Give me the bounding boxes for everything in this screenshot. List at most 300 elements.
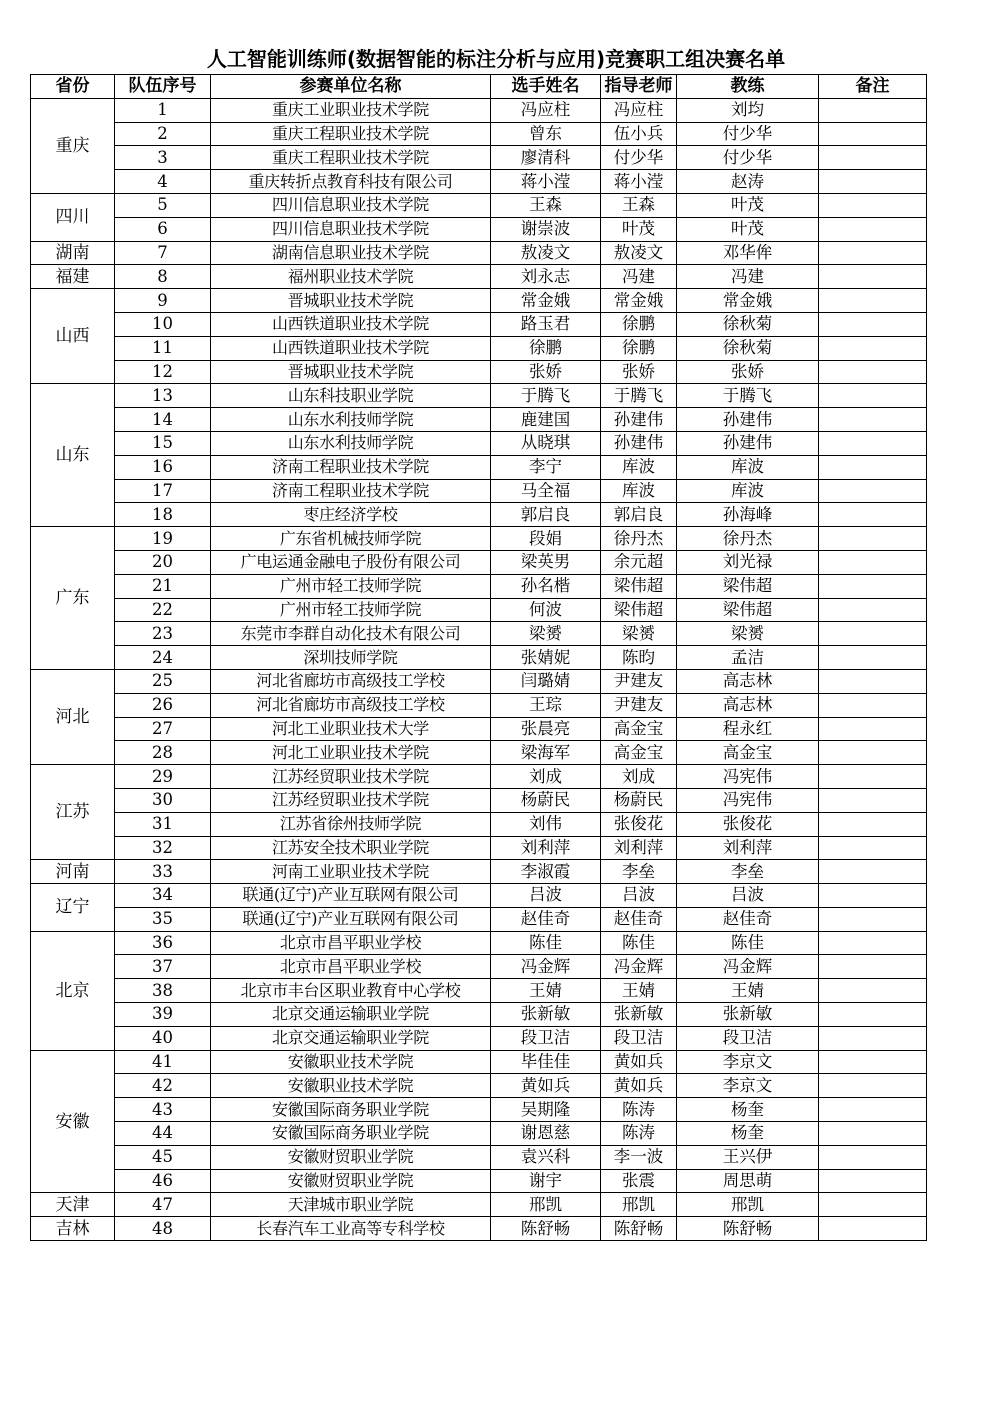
table-row — [31, 646, 927, 670]
unit-name-cell: 湖南信息职业技术学院 — [211, 241, 491, 265]
team-number-cell: 26 — [115, 693, 211, 717]
province-cell: 重庆 — [31, 98, 115, 193]
team-number-cell: 43 — [115, 1098, 211, 1122]
contestant-name-cell: 梁英男 — [491, 550, 601, 574]
coach-name-cell: 孙建伟 — [677, 408, 819, 432]
coach-name-cell: 高志林 — [677, 693, 819, 717]
remarks-cell — [819, 884, 927, 908]
instructor-name-cell: 梁赟 — [601, 622, 677, 646]
contestant-name-cell: 陈佳 — [491, 931, 601, 955]
remarks-cell — [819, 1003, 927, 1027]
team-number-cell: 5 — [115, 193, 211, 217]
table-row — [31, 1026, 927, 1050]
coach-name-cell: 孙海峰 — [677, 503, 819, 527]
coach-name-cell: 刘均 — [677, 98, 819, 122]
province-cell: 四川 — [31, 193, 115, 241]
contestant-name-cell: 王森 — [491, 193, 601, 217]
instructor-name-cell: 张震 — [601, 1169, 677, 1193]
table-row — [31, 408, 927, 432]
coach-name-cell: 李垒 — [677, 860, 819, 884]
team-number-cell: 24 — [115, 646, 211, 670]
unit-name-cell: 山东水利技师学院 — [211, 431, 491, 455]
team-number-cell: 19 — [115, 527, 211, 551]
contestant-name-cell: 谢宇 — [491, 1169, 601, 1193]
contestant-name-cell: 刘利萍 — [491, 836, 601, 860]
remarks-cell — [819, 98, 927, 122]
instructor-name-cell: 冯应柱 — [601, 98, 677, 122]
province-cell: 山西 — [31, 289, 115, 384]
unit-name-cell: 安徽国际商务职业学院 — [211, 1098, 491, 1122]
remarks-cell — [819, 241, 927, 265]
contestant-name-cell: 陈舒畅 — [491, 1217, 601, 1241]
coach-name-cell: 冯建 — [677, 265, 819, 289]
table-row — [31, 741, 927, 765]
remarks-cell — [819, 431, 927, 455]
unit-name-cell: 北京交通运输职业学院 — [211, 1026, 491, 1050]
contestant-name-cell: 谢恩慈 — [491, 1122, 601, 1146]
contestant-name-cell: 徐鹏 — [491, 336, 601, 360]
unit-name-cell: 重庆工程职业技术学院 — [211, 146, 491, 170]
team-number-cell: 12 — [115, 360, 211, 384]
contestant-name-cell: 刘伟 — [491, 812, 601, 836]
header-team-number: 队伍序号 — [115, 75, 211, 99]
unit-name-cell: 北京市丰台区职业教育中心学校 — [211, 979, 491, 1003]
coach-name-cell: 王兴伊 — [677, 1145, 819, 1169]
instructor-name-cell: 冯金辉 — [601, 955, 677, 979]
coach-name-cell: 高志林 — [677, 669, 819, 693]
team-number-cell: 21 — [115, 574, 211, 598]
team-number-cell: 29 — [115, 765, 211, 789]
unit-name-cell: 安徽财贸职业学院 — [211, 1145, 491, 1169]
remarks-cell — [819, 574, 927, 598]
team-number-cell: 9 — [115, 289, 211, 313]
contestant-name-cell: 鹿建国 — [491, 408, 601, 432]
unit-name-cell: 江苏省徐州技师学院 — [211, 812, 491, 836]
remarks-cell — [819, 669, 927, 693]
province-cell: 福建 — [31, 265, 115, 289]
remarks-cell — [819, 717, 927, 741]
remarks-cell — [819, 1050, 927, 1074]
remarks-cell — [819, 598, 927, 622]
remarks-cell — [819, 1122, 927, 1146]
instructor-name-cell: 于腾飞 — [601, 384, 677, 408]
remarks-cell — [819, 550, 927, 574]
instructor-name-cell: 李一波 — [601, 1145, 677, 1169]
coach-name-cell: 梁伟超 — [677, 574, 819, 598]
table-row — [31, 1098, 927, 1122]
unit-name-cell: 晋城职业技术学院 — [211, 360, 491, 384]
table-row — [31, 431, 927, 455]
contestant-name-cell: 于腾飞 — [491, 384, 601, 408]
instructor-name-cell: 陈涛 — [601, 1122, 677, 1146]
contestant-name-cell: 赵佳奇 — [491, 907, 601, 931]
unit-name-cell: 山东水利技师学院 — [211, 408, 491, 432]
coach-name-cell: 库波 — [677, 455, 819, 479]
contestant-name-cell: 曾东 — [491, 122, 601, 146]
unit-name-cell: 四川信息职业技术学院 — [211, 217, 491, 241]
table-row — [31, 1217, 927, 1241]
instructor-name-cell: 常金娥 — [601, 289, 677, 313]
province-cell: 河北 — [31, 669, 115, 764]
contestant-name-cell: 孙名楷 — [491, 574, 601, 598]
contestant-name-cell: 段卫洁 — [491, 1026, 601, 1050]
instructor-name-cell: 黄如兵 — [601, 1074, 677, 1098]
instructor-name-cell: 张娇 — [601, 360, 677, 384]
team-number-cell: 28 — [115, 741, 211, 765]
coach-name-cell: 杨奎 — [677, 1122, 819, 1146]
remarks-cell — [819, 336, 927, 360]
contestant-name-cell: 谢崇波 — [491, 217, 601, 241]
coach-name-cell: 李京文 — [677, 1074, 819, 1098]
coach-name-cell: 张娇 — [677, 360, 819, 384]
unit-name-cell: 东莞市李群自动化技术有限公司 — [211, 622, 491, 646]
team-number-cell: 38 — [115, 979, 211, 1003]
unit-name-cell: 四川信息职业技术学院 — [211, 193, 491, 217]
table-row — [31, 788, 927, 812]
province-cell: 江苏 — [31, 765, 115, 860]
team-number-cell: 3 — [115, 146, 211, 170]
province-cell: 吉林 — [31, 1217, 115, 1241]
contestant-name-cell: 郭启良 — [491, 503, 601, 527]
unit-name-cell: 广州市轻工技师学院 — [211, 598, 491, 622]
unit-name-cell: 联通(辽宁)产业互联网有限公司 — [211, 907, 491, 931]
remarks-cell — [819, 931, 927, 955]
instructor-name-cell: 李垒 — [601, 860, 677, 884]
header-remarks: 备注 — [819, 75, 927, 99]
contestant-name-cell: 廖清科 — [491, 146, 601, 170]
instructor-name-cell: 高金宝 — [601, 741, 677, 765]
contestant-name-cell: 吴期隆 — [491, 1098, 601, 1122]
unit-name-cell: 安徽财贸职业学院 — [211, 1169, 491, 1193]
table-row — [31, 479, 927, 503]
remarks-cell — [819, 646, 927, 670]
table-row — [31, 884, 927, 908]
team-number-cell: 36 — [115, 931, 211, 955]
team-number-cell: 2 — [115, 122, 211, 146]
table-row — [31, 836, 927, 860]
instructor-name-cell: 蒋小滢 — [601, 170, 677, 194]
contestant-name-cell: 李淑霞 — [491, 860, 601, 884]
table-row — [31, 1050, 927, 1074]
remarks-cell — [819, 812, 927, 836]
coach-name-cell: 于腾飞 — [677, 384, 819, 408]
team-number-cell: 45 — [115, 1145, 211, 1169]
contestant-name-cell: 梁海军 — [491, 741, 601, 765]
coach-name-cell: 孙建伟 — [677, 431, 819, 455]
contestant-name-cell: 刘成 — [491, 765, 601, 789]
table-row — [31, 527, 927, 551]
instructor-name-cell: 徐鹏 — [601, 336, 677, 360]
header-contestant: 选手姓名 — [491, 75, 601, 99]
instructor-name-cell: 刘利萍 — [601, 836, 677, 860]
province-cell: 湖南 — [31, 241, 115, 265]
contestant-name-cell: 刘永志 — [491, 265, 601, 289]
remarks-cell — [819, 1098, 927, 1122]
unit-name-cell: 河北工业职业技术学院 — [211, 741, 491, 765]
instructor-name-cell: 吕波 — [601, 884, 677, 908]
remarks-cell — [819, 479, 927, 503]
instructor-name-cell: 库波 — [601, 479, 677, 503]
remarks-cell — [819, 788, 927, 812]
contestant-name-cell: 黄如兵 — [491, 1074, 601, 1098]
coach-name-cell: 陈佳 — [677, 931, 819, 955]
remarks-cell — [819, 503, 927, 527]
table-row — [31, 146, 927, 170]
coach-name-cell: 杨奎 — [677, 1098, 819, 1122]
team-number-cell: 23 — [115, 622, 211, 646]
team-number-cell: 46 — [115, 1169, 211, 1193]
remarks-cell — [819, 312, 927, 336]
table-body — [31, 98, 927, 1240]
unit-name-cell: 河北工业职业技术大学 — [211, 717, 491, 741]
team-number-cell: 33 — [115, 860, 211, 884]
coach-name-cell: 徐秋菊 — [677, 312, 819, 336]
remarks-cell — [819, 1169, 927, 1193]
remarks-cell — [819, 836, 927, 860]
unit-name-cell: 广州市轻工技师学院 — [211, 574, 491, 598]
team-number-cell: 37 — [115, 955, 211, 979]
unit-name-cell: 北京市昌平职业学校 — [211, 955, 491, 979]
instructor-name-cell: 余元超 — [601, 550, 677, 574]
instructor-name-cell: 库波 — [601, 455, 677, 479]
unit-name-cell: 安徽职业技术学院 — [211, 1074, 491, 1098]
remarks-cell — [819, 170, 927, 194]
team-number-cell: 14 — [115, 408, 211, 432]
instructor-name-cell: 尹建友 — [601, 693, 677, 717]
instructor-name-cell: 郭启良 — [601, 503, 677, 527]
unit-name-cell: 济南工程职业技术学院 — [211, 455, 491, 479]
contestant-name-cell: 梁赟 — [491, 622, 601, 646]
unit-name-cell: 重庆工业职业技术学院 — [211, 98, 491, 122]
table-row — [31, 455, 927, 479]
unit-name-cell: 河南工业职业技术学院 — [211, 860, 491, 884]
table-row — [31, 170, 927, 194]
contestant-name-cell: 李宁 — [491, 455, 601, 479]
unit-name-cell: 山西铁道职业技术学院 — [211, 312, 491, 336]
team-number-cell: 35 — [115, 907, 211, 931]
instructor-name-cell: 徐鹏 — [601, 312, 677, 336]
unit-name-cell: 江苏安全技术职业学院 — [211, 836, 491, 860]
contestant-name-cell: 张婧妮 — [491, 646, 601, 670]
contestant-name-cell: 马全福 — [491, 479, 601, 503]
coach-name-cell: 徐丹杰 — [677, 527, 819, 551]
team-number-cell: 40 — [115, 1026, 211, 1050]
team-number-cell: 25 — [115, 669, 211, 693]
coach-name-cell: 叶茂 — [677, 217, 819, 241]
remarks-cell — [819, 765, 927, 789]
remarks-cell — [819, 1074, 927, 1098]
team-number-cell: 6 — [115, 217, 211, 241]
coach-name-cell: 邓华侔 — [677, 241, 819, 265]
unit-name-cell: 北京交通运输职业学院 — [211, 1003, 491, 1027]
table-row — [31, 503, 927, 527]
contestant-name-cell: 吕波 — [491, 884, 601, 908]
team-number-cell: 42 — [115, 1074, 211, 1098]
table-row — [31, 931, 927, 955]
contestant-name-cell: 毕佳佳 — [491, 1050, 601, 1074]
unit-name-cell: 重庆转折点教育科技有限公司 — [211, 170, 491, 194]
remarks-cell — [819, 979, 927, 1003]
instructor-name-cell: 冯建 — [601, 265, 677, 289]
header-unit-name: 参赛单位名称 — [211, 75, 491, 99]
unit-name-cell: 联通(辽宁)产业互联网有限公司 — [211, 884, 491, 908]
province-cell: 天津 — [31, 1193, 115, 1217]
table-row — [31, 193, 927, 217]
table-row — [31, 550, 927, 574]
coach-name-cell: 常金娥 — [677, 289, 819, 313]
team-number-cell: 4 — [115, 170, 211, 194]
unit-name-cell: 晋城职业技术学院 — [211, 289, 491, 313]
contestant-name-cell: 袁兴科 — [491, 1145, 601, 1169]
team-number-cell: 11 — [115, 336, 211, 360]
remarks-cell — [819, 289, 927, 313]
instructor-name-cell: 孙建伟 — [601, 408, 677, 432]
contestant-name-cell: 王婧 — [491, 979, 601, 1003]
remarks-cell — [819, 741, 927, 765]
contestant-name-cell: 段娟 — [491, 527, 601, 551]
table-row — [31, 122, 927, 146]
province-cell: 安徽 — [31, 1050, 115, 1193]
instructor-name-cell: 黄如兵 — [601, 1050, 677, 1074]
province-cell: 河南 — [31, 860, 115, 884]
page-title: 人工智能训练师(数据智能的标注分析与应用)竞赛职工组决赛名单 — [206, 47, 786, 71]
remarks-cell — [819, 860, 927, 884]
unit-name-cell: 河北省廊坊市高级技工学校 — [211, 669, 491, 693]
coach-name-cell: 张新敏 — [677, 1003, 819, 1027]
instructor-name-cell: 梁伟超 — [601, 574, 677, 598]
team-number-cell: 27 — [115, 717, 211, 741]
remarks-cell — [819, 693, 927, 717]
team-number-cell: 31 — [115, 812, 211, 836]
unit-name-cell: 北京市昌平职业学校 — [211, 931, 491, 955]
unit-name-cell: 山西铁道职业技术学院 — [211, 336, 491, 360]
team-number-cell: 7 — [115, 241, 211, 265]
team-number-cell: 17 — [115, 479, 211, 503]
unit-name-cell: 河北省廊坊市高级技工学校 — [211, 693, 491, 717]
coach-name-cell: 冯金辉 — [677, 955, 819, 979]
unit-name-cell: 重庆工程职业技术学院 — [211, 122, 491, 146]
team-number-cell: 34 — [115, 884, 211, 908]
contestant-name-cell: 杨蔚民 — [491, 788, 601, 812]
remarks-cell — [819, 455, 927, 479]
remarks-cell — [819, 1145, 927, 1169]
contestant-name-cell: 闫璐婧 — [491, 669, 601, 693]
table-row — [31, 336, 927, 360]
team-number-cell: 18 — [115, 503, 211, 527]
contestant-name-cell: 敖凌文 — [491, 241, 601, 265]
instructor-name-cell: 敖凌文 — [601, 241, 677, 265]
team-number-cell: 13 — [115, 384, 211, 408]
table-row — [31, 574, 927, 598]
table-row — [31, 955, 927, 979]
instructor-name-cell: 邢凯 — [601, 1193, 677, 1217]
instructor-name-cell: 高金宝 — [601, 717, 677, 741]
coach-name-cell: 高金宝 — [677, 741, 819, 765]
instructor-name-cell: 陈舒畅 — [601, 1217, 677, 1241]
team-number-cell: 44 — [115, 1122, 211, 1146]
coach-name-cell: 付少华 — [677, 146, 819, 170]
remarks-cell — [819, 217, 927, 241]
team-number-cell: 22 — [115, 598, 211, 622]
coach-name-cell: 冯宪伟 — [677, 765, 819, 789]
instructor-name-cell: 张新敏 — [601, 1003, 677, 1027]
finalist-table — [30, 74, 927, 1241]
province-cell: 北京 — [31, 931, 115, 1050]
team-number-cell: 10 — [115, 312, 211, 336]
coach-name-cell: 冯宪伟 — [677, 788, 819, 812]
instructor-name-cell: 段卫洁 — [601, 1026, 677, 1050]
table-row — [31, 98, 927, 122]
coach-name-cell: 周思萌 — [677, 1169, 819, 1193]
instructor-name-cell: 孙建伟 — [601, 431, 677, 455]
team-number-cell: 48 — [115, 1217, 211, 1241]
table-row — [31, 384, 927, 408]
contestant-name-cell: 邢凯 — [491, 1193, 601, 1217]
remarks-cell — [819, 122, 927, 146]
team-number-cell: 39 — [115, 1003, 211, 1027]
instructor-name-cell: 陈涛 — [601, 1098, 677, 1122]
coach-name-cell: 李京文 — [677, 1050, 819, 1074]
province-cell: 山东 — [31, 384, 115, 527]
remarks-cell — [819, 1193, 927, 1217]
coach-name-cell: 孟洁 — [677, 646, 819, 670]
unit-name-cell: 广东省机械技师学院 — [211, 527, 491, 551]
contestant-name-cell: 张晨亮 — [491, 717, 601, 741]
unit-name-cell: 江苏经贸职业技术学院 — [211, 788, 491, 812]
instructor-name-cell: 王森 — [601, 193, 677, 217]
coach-name-cell: 段卫洁 — [677, 1026, 819, 1050]
unit-name-cell: 广电运通金融电子股份有限公司 — [211, 550, 491, 574]
instructor-name-cell: 陈昀 — [601, 646, 677, 670]
contestant-name-cell: 冯应柱 — [491, 98, 601, 122]
contestant-name-cell: 常金娥 — [491, 289, 601, 313]
unit-name-cell: 福州职业技术学院 — [211, 265, 491, 289]
remarks-cell — [819, 265, 927, 289]
header-row — [31, 75, 927, 99]
coach-name-cell: 赵佳奇 — [677, 907, 819, 931]
team-number-cell: 20 — [115, 550, 211, 574]
unit-name-cell: 济南工程职业技术学院 — [211, 479, 491, 503]
instructor-name-cell: 赵佳奇 — [601, 907, 677, 931]
table-row — [31, 1074, 927, 1098]
team-number-cell: 15 — [115, 431, 211, 455]
contestant-name-cell: 冯金辉 — [491, 955, 601, 979]
coach-name-cell: 徐秋菊 — [677, 336, 819, 360]
coach-name-cell: 刘光禄 — [677, 550, 819, 574]
instructor-name-cell: 叶茂 — [601, 217, 677, 241]
contestant-name-cell: 路玉君 — [491, 312, 601, 336]
team-number-cell: 41 — [115, 1050, 211, 1074]
remarks-cell — [819, 360, 927, 384]
province-cell: 广东 — [31, 527, 115, 670]
table-row — [31, 717, 927, 741]
remarks-cell — [819, 146, 927, 170]
table-row — [31, 265, 927, 289]
team-number-cell: 16 — [115, 455, 211, 479]
remarks-cell — [819, 955, 927, 979]
coach-name-cell: 王婧 — [677, 979, 819, 1003]
table-row — [31, 360, 927, 384]
table-row — [31, 1169, 927, 1193]
instructor-name-cell: 杨蔚民 — [601, 788, 677, 812]
unit-name-cell: 安徽国际商务职业学院 — [211, 1122, 491, 1146]
unit-name-cell: 山东科技职业学院 — [211, 384, 491, 408]
contestant-name-cell: 王琮 — [491, 693, 601, 717]
team-number-cell: 32 — [115, 836, 211, 860]
instructor-name-cell: 伍小兵 — [601, 122, 677, 146]
contestant-name-cell: 从晓琪 — [491, 431, 601, 455]
table-row — [31, 979, 927, 1003]
